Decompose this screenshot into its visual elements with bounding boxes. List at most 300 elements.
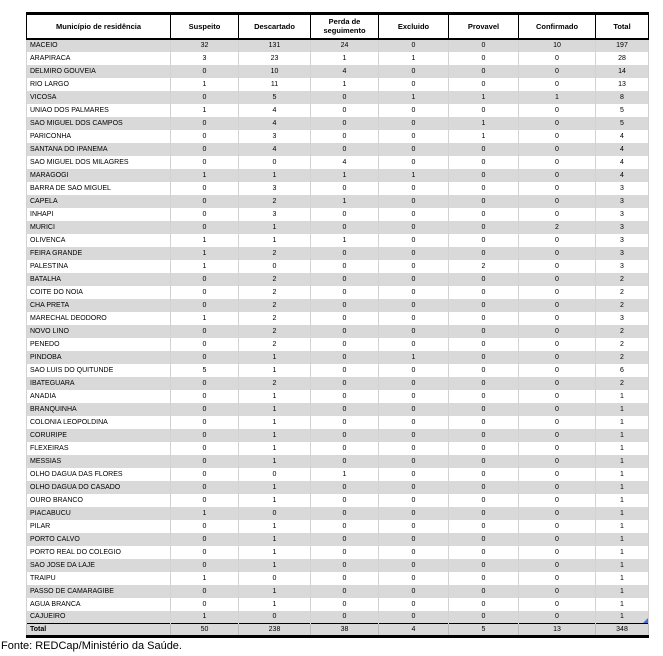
column-header: Provavel — [449, 14, 519, 39]
municipality-cell: MARAGOGI — [27, 169, 171, 182]
value-cell: 1 — [596, 468, 649, 481]
value-cell: 0 — [449, 208, 519, 221]
municipality-cell: OLHO DAGUA DO CASADO — [27, 481, 171, 494]
value-cell: 0 — [379, 182, 449, 195]
source-note: Fonte: REDCap/Ministério da Saúde. — [1, 640, 182, 652]
table-row — [27, 208, 649, 221]
value-cell: 0 — [311, 286, 379, 299]
value-cell: 0 — [171, 65, 239, 78]
municipality-cell: OLIVENCA — [27, 234, 171, 247]
value-cell: 0 — [311, 377, 379, 390]
municipality-cell: CHA PRETA — [27, 299, 171, 312]
value-cell: 1 — [311, 234, 379, 247]
value-cell: 0 — [311, 338, 379, 351]
total-value-cell: 13 — [519, 624, 596, 637]
value-cell: 197 — [596, 39, 649, 52]
cell-corner-marker — [643, 618, 648, 623]
value-cell: 3 — [171, 52, 239, 65]
municipality-cell: SANTANA DO IPANEMA — [27, 143, 171, 156]
column-header: Perda de seguimento — [311, 14, 379, 39]
value-cell: 0 — [519, 390, 596, 403]
value-cell: 0 — [519, 416, 596, 429]
value-cell: 1 — [171, 169, 239, 182]
value-cell: 0 — [171, 429, 239, 442]
municipality-cell: PASSO DE CAMARAGIBE — [27, 585, 171, 598]
value-cell: 0 — [379, 286, 449, 299]
table-row — [27, 130, 649, 143]
value-cell: 14 — [596, 65, 649, 78]
value-cell: 1 — [239, 585, 311, 598]
municipality-cell: OURO BRANCO — [27, 494, 171, 507]
value-cell: 0 — [311, 507, 379, 520]
municipality-cell: SAO JOSE DA LAJE — [27, 559, 171, 572]
value-cell: 0 — [379, 468, 449, 481]
value-cell: 0 — [171, 533, 239, 546]
table-row — [27, 286, 649, 299]
table-row — [27, 364, 649, 377]
value-cell: 0 — [379, 325, 449, 338]
value-cell: 0 — [311, 312, 379, 325]
table-row — [27, 611, 649, 624]
value-cell: 0 — [519, 169, 596, 182]
value-cell: 0 — [311, 364, 379, 377]
value-cell: 0 — [239, 468, 311, 481]
table-row — [27, 507, 649, 520]
column-header: Confirmado — [519, 14, 596, 39]
municipality-cell: UNIAO DOS PALMARES — [27, 104, 171, 117]
value-cell: 0 — [449, 468, 519, 481]
table-row — [27, 247, 649, 260]
table-row — [27, 39, 649, 52]
value-cell: 0 — [171, 598, 239, 611]
value-cell: 0 — [519, 455, 596, 468]
municipality-cell: SAO MIGUEL DOS CAMPOS — [27, 117, 171, 130]
column-header: Total — [596, 14, 649, 39]
value-cell: 2 — [239, 247, 311, 260]
table-row — [27, 169, 649, 182]
value-cell: 0 — [449, 273, 519, 286]
value-cell: 0 — [311, 260, 379, 273]
value-cell: 0 — [519, 494, 596, 507]
table-row — [27, 572, 649, 585]
value-cell: 0 — [239, 611, 311, 624]
column-header: Excluido — [379, 14, 449, 39]
value-cell: 2 — [239, 325, 311, 338]
value-cell: 0 — [449, 598, 519, 611]
value-cell: 0 — [519, 611, 596, 624]
value-cell: 0 — [379, 481, 449, 494]
value-cell: 0 — [379, 221, 449, 234]
value-cell: 0 — [519, 520, 596, 533]
value-cell: 0 — [449, 182, 519, 195]
municipality-cell: IBATEGUARA — [27, 377, 171, 390]
total-value-cell: 50 — [171, 624, 239, 637]
value-cell: 0 — [379, 520, 449, 533]
value-cell: 0 — [519, 195, 596, 208]
value-cell: 1 — [239, 455, 311, 468]
value-cell: 0 — [449, 325, 519, 338]
value-cell: 0 — [519, 156, 596, 169]
value-cell: 2 — [239, 299, 311, 312]
value-cell: 0 — [171, 195, 239, 208]
municipality-cell: PENEDO — [27, 338, 171, 351]
value-cell: 0 — [379, 585, 449, 598]
value-cell: 0 — [449, 156, 519, 169]
municipality-cell: CAJUEIRO — [27, 611, 171, 624]
value-cell: 1 — [449, 91, 519, 104]
value-cell: 1 — [449, 117, 519, 130]
value-cell: 0 — [379, 546, 449, 559]
municipality-cell: TRAIPU — [27, 572, 171, 585]
value-cell: 1 — [596, 546, 649, 559]
table-row — [27, 520, 649, 533]
value-cell: 1 — [596, 494, 649, 507]
value-cell: 0 — [311, 559, 379, 572]
value-cell: 0 — [379, 312, 449, 325]
value-cell: 0 — [449, 143, 519, 156]
value-cell: 2 — [596, 299, 649, 312]
value-cell: 0 — [239, 572, 311, 585]
table-row — [27, 481, 649, 494]
value-cell: 1 — [379, 52, 449, 65]
value-cell: 0 — [311, 182, 379, 195]
value-cell: 0 — [171, 403, 239, 416]
value-cell: 1 — [239, 533, 311, 546]
value-cell: 28 — [596, 52, 649, 65]
value-cell: 4 — [239, 143, 311, 156]
table-row — [27, 182, 649, 195]
value-cell: 1 — [596, 403, 649, 416]
value-cell: 0 — [311, 416, 379, 429]
value-cell: 0 — [449, 78, 519, 91]
value-cell: 0 — [379, 65, 449, 78]
value-cell: 0 — [171, 299, 239, 312]
table-row — [27, 598, 649, 611]
table-row — [27, 442, 649, 455]
value-cell: 0 — [449, 52, 519, 65]
value-cell: 10 — [519, 39, 596, 52]
value-cell: 1 — [596, 572, 649, 585]
value-cell: 3 — [596, 234, 649, 247]
value-cell: 0 — [449, 455, 519, 468]
value-cell: 0 — [171, 520, 239, 533]
value-cell: 0 — [311, 455, 379, 468]
value-cell: 0 — [519, 52, 596, 65]
value-cell: 1 — [596, 520, 649, 533]
total-label-cell: Total — [27, 624, 171, 637]
value-cell: 0 — [519, 585, 596, 598]
value-cell: 0 — [449, 39, 519, 52]
table-row — [27, 195, 649, 208]
value-cell: 0 — [171, 91, 239, 104]
value-cell: 0 — [519, 65, 596, 78]
municipality-cell: PORTO CALVO — [27, 533, 171, 546]
value-cell: 0 — [449, 611, 519, 624]
value-cell: 3 — [596, 182, 649, 195]
table-row — [27, 91, 649, 104]
table-row — [27, 234, 649, 247]
value-cell: 1 — [596, 559, 649, 572]
value-cell: 0 — [449, 416, 519, 429]
value-cell: 0 — [311, 494, 379, 507]
value-cell: 0 — [519, 377, 596, 390]
value-cell: 2 — [239, 312, 311, 325]
value-cell: 2 — [239, 273, 311, 286]
table-row — [27, 325, 649, 338]
column-header: Município de residência — [27, 14, 171, 39]
municipality-cell: SAO MIGUEL DOS MILAGRES — [27, 156, 171, 169]
value-cell: 1 — [379, 351, 449, 364]
value-cell: 0 — [311, 273, 379, 286]
value-cell: 0 — [311, 390, 379, 403]
municipality-cell: PARICONHA — [27, 130, 171, 143]
value-cell: 0 — [239, 260, 311, 273]
value-cell: 0 — [171, 130, 239, 143]
value-cell: 2 — [596, 273, 649, 286]
municipality-cell: OLHO DAGUA DAS FLORES — [27, 468, 171, 481]
table-row — [27, 429, 649, 442]
municipality-cell: BATALHA — [27, 273, 171, 286]
value-cell: 0 — [171, 559, 239, 572]
value-cell: 1 — [171, 234, 239, 247]
value-cell: 0 — [379, 455, 449, 468]
table-row — [27, 260, 649, 273]
value-cell: 0 — [311, 104, 379, 117]
value-cell: 0 — [379, 403, 449, 416]
municipality-cell: ARAPIRACA — [27, 52, 171, 65]
value-cell: 0 — [449, 403, 519, 416]
value-cell: 0 — [449, 299, 519, 312]
municipality-cell: CORURIPE — [27, 429, 171, 442]
municipality-cell: MURICI — [27, 221, 171, 234]
table-row — [27, 65, 649, 78]
table-row — [27, 299, 649, 312]
table-row — [27, 78, 649, 91]
value-cell: 0 — [379, 507, 449, 520]
table-body — [27, 39, 649, 624]
value-cell: 0 — [171, 390, 239, 403]
value-cell: 0 — [449, 221, 519, 234]
value-cell: 0 — [519, 182, 596, 195]
value-cell: 1 — [239, 481, 311, 494]
value-cell: 0 — [311, 572, 379, 585]
value-cell: 4 — [239, 104, 311, 117]
value-cell: 1 — [449, 130, 519, 143]
table-row — [27, 377, 649, 390]
value-cell: 3 — [596, 195, 649, 208]
municipality-cell: COLONIA LEOPOLDINA — [27, 416, 171, 429]
value-cell: 0 — [171, 494, 239, 507]
value-cell: 0 — [519, 78, 596, 91]
municipality-cell: DELMIRO GOUVEIA — [27, 65, 171, 78]
value-cell: 0 — [379, 559, 449, 572]
value-cell: 0 — [311, 611, 379, 624]
value-cell: 0 — [171, 442, 239, 455]
value-cell: 0 — [171, 208, 239, 221]
value-cell: 0 — [171, 143, 239, 156]
value-cell: 0 — [171, 455, 239, 468]
value-cell: 0 — [379, 130, 449, 143]
value-cell: 0 — [171, 377, 239, 390]
value-cell: 0 — [519, 403, 596, 416]
value-cell: 2 — [596, 325, 649, 338]
value-cell: 0 — [311, 117, 379, 130]
value-cell: 3 — [596, 312, 649, 325]
value-cell: 1 — [311, 52, 379, 65]
value-cell: 3 — [596, 208, 649, 221]
value-cell: 0 — [171, 546, 239, 559]
value-cell: 0 — [311, 91, 379, 104]
value-cell: 4 — [311, 65, 379, 78]
value-cell: 0 — [519, 338, 596, 351]
value-cell: 0 — [379, 156, 449, 169]
value-cell: 3 — [239, 208, 311, 221]
value-cell: 0 — [239, 507, 311, 520]
value-cell: 0 — [379, 390, 449, 403]
value-cell: 0 — [171, 286, 239, 299]
value-cell: 1 — [596, 429, 649, 442]
table-row — [27, 559, 649, 572]
value-cell: 131 — [239, 39, 311, 52]
total-value-cell: 4 — [379, 624, 449, 637]
table-row — [27, 390, 649, 403]
total-value-cell: 238 — [239, 624, 311, 637]
value-cell: 1 — [596, 481, 649, 494]
value-cell: 0 — [519, 234, 596, 247]
value-cell: 0 — [311, 546, 379, 559]
table-row — [27, 221, 649, 234]
value-cell: 0 — [311, 520, 379, 533]
value-cell: 3 — [596, 260, 649, 273]
column-header: Suspeito — [171, 14, 239, 39]
value-cell: 0 — [311, 585, 379, 598]
value-cell: 0 — [519, 468, 596, 481]
municipality-cell: COITE DO NOIA — [27, 286, 171, 299]
value-cell: 0 — [311, 351, 379, 364]
value-cell: 1 — [239, 403, 311, 416]
value-cell: 1 — [596, 507, 649, 520]
value-cell: 0 — [449, 559, 519, 572]
value-cell: 0 — [519, 533, 596, 546]
value-cell: 1 — [239, 598, 311, 611]
value-cell: 0 — [519, 442, 596, 455]
municipality-cell: BARRA DE SAO MIGUEL — [27, 182, 171, 195]
value-cell: 0 — [449, 351, 519, 364]
value-cell: 0 — [311, 598, 379, 611]
municipality-cell: MARECHAL DEODORO — [27, 312, 171, 325]
value-cell: 0 — [449, 338, 519, 351]
value-cell: 1 — [171, 572, 239, 585]
table-row — [27, 403, 649, 416]
value-cell: 0 — [449, 520, 519, 533]
value-cell: 0 — [171, 117, 239, 130]
table-row — [27, 338, 649, 351]
total-value-cell: 38 — [311, 624, 379, 637]
value-cell: 0 — [449, 507, 519, 520]
value-cell: 0 — [519, 260, 596, 273]
value-cell: 1 — [239, 364, 311, 377]
value-cell: 2 — [239, 286, 311, 299]
value-cell: 1 — [239, 169, 311, 182]
value-cell: 1 — [239, 520, 311, 533]
value-cell: 0 — [379, 598, 449, 611]
value-cell: 5 — [171, 364, 239, 377]
value-cell: 0 — [519, 208, 596, 221]
value-cell: 0 — [519, 598, 596, 611]
value-cell: 0 — [449, 390, 519, 403]
municipality-cell: NOVO LINO — [27, 325, 171, 338]
value-cell: 1 — [171, 247, 239, 260]
value-cell: 1 — [239, 416, 311, 429]
value-cell: 0 — [449, 286, 519, 299]
value-cell: 1 — [171, 78, 239, 91]
value-cell: 1 — [171, 312, 239, 325]
value-cell: 1 — [239, 559, 311, 572]
value-cell: 0 — [519, 247, 596, 260]
municipality-cell: PINDOBA — [27, 351, 171, 364]
municipality-cell: PALESTINA — [27, 260, 171, 273]
table-row — [27, 117, 649, 130]
value-cell: 2 — [519, 221, 596, 234]
value-cell: 0 — [519, 143, 596, 156]
municipality-case-table — [26, 12, 649, 638]
total-value-cell: 5 — [449, 624, 519, 637]
table-row — [27, 52, 649, 65]
value-cell: 0 — [449, 312, 519, 325]
value-cell: 0 — [449, 104, 519, 117]
value-cell: 0 — [449, 572, 519, 585]
municipality-cell: ANADIA — [27, 390, 171, 403]
table-row — [27, 416, 649, 429]
value-cell: 0 — [379, 78, 449, 91]
value-cell: 1 — [596, 611, 649, 624]
value-cell: 0 — [379, 299, 449, 312]
value-cell: 0 — [311, 325, 379, 338]
value-cell: 0 — [171, 338, 239, 351]
value-cell: 0 — [379, 195, 449, 208]
value-cell: 0 — [519, 104, 596, 117]
table-row — [27, 312, 649, 325]
value-cell: 1 — [171, 611, 239, 624]
value-cell: 0 — [379, 117, 449, 130]
value-cell: 0 — [449, 377, 519, 390]
value-cell: 0 — [449, 234, 519, 247]
value-cell: 0 — [171, 182, 239, 195]
value-cell: 4 — [311, 156, 379, 169]
value-cell: 0 — [171, 468, 239, 481]
value-cell: 8 — [596, 91, 649, 104]
municipality-cell: VICOSA — [27, 91, 171, 104]
value-cell: 0 — [379, 338, 449, 351]
value-cell: 0 — [519, 286, 596, 299]
table-row — [27, 546, 649, 559]
value-cell: 0 — [519, 429, 596, 442]
value-cell: 0 — [379, 533, 449, 546]
value-cell: 0 — [519, 117, 596, 130]
value-cell: 11 — [239, 78, 311, 91]
value-cell: 0 — [171, 156, 239, 169]
value-cell: 1 — [171, 260, 239, 273]
value-cell: 1 — [596, 533, 649, 546]
value-cell: 4 — [596, 169, 649, 182]
value-cell: 3 — [239, 130, 311, 143]
value-cell: 0 — [311, 247, 379, 260]
value-cell: 0 — [379, 208, 449, 221]
total-value-cell: 348 — [596, 624, 649, 637]
value-cell: 0 — [379, 572, 449, 585]
table-row — [27, 143, 649, 156]
value-cell: 3 — [596, 247, 649, 260]
